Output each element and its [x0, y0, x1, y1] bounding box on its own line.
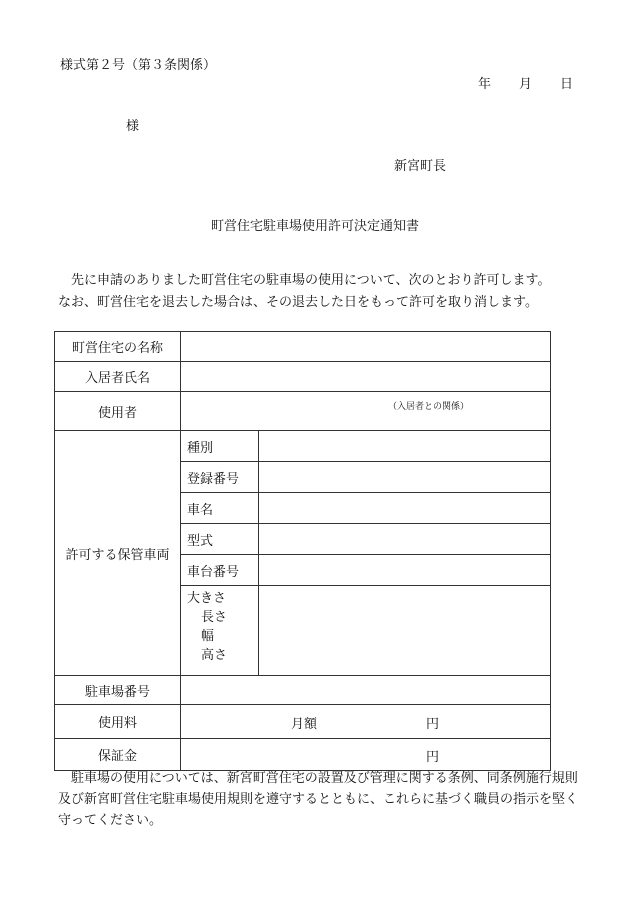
resident-name-label: 入居者氏名: [55, 362, 181, 392]
document-title: 町営住宅駐車場使用許可決定通知書: [210, 219, 419, 234]
deposit-field[interactable]: [181, 739, 551, 771]
fee-monthly-label: 月額: [291, 717, 318, 732]
model-label: 型式: [181, 524, 259, 555]
date-day: 日: [560, 77, 574, 92]
intro-text: [58, 270, 550, 314]
size-label: 大きさ: [187, 591, 227, 606]
size-labels: [181, 586, 259, 676]
vehicle-label: 許可する保管車両: [55, 431, 181, 676]
car-name-field[interactable]: [259, 493, 551, 524]
relation-note: （入居者との関係）: [387, 401, 469, 412]
fee-label: 使用料: [55, 705, 181, 739]
model-field[interactable]: [259, 524, 551, 555]
parking-number-label: 駐車場番号: [55, 676, 181, 705]
fee-yen-label: 円: [426, 717, 440, 732]
deposit-yen-label: 円: [426, 750, 440, 765]
size-field[interactable]: [259, 586, 551, 676]
issuer: 新宮町長: [394, 159, 447, 174]
vehicle-type-label: 種別: [181, 431, 259, 462]
resident-name-field[interactable]: [181, 362, 551, 392]
registration-field[interactable]: [259, 462, 551, 493]
closing-text: [58, 768, 578, 831]
length-label: 長さ: [201, 610, 228, 625]
fee-field[interactable]: [181, 705, 551, 739]
housing-name-field[interactable]: [181, 332, 551, 362]
parking-number-field[interactable]: [181, 676, 551, 705]
permit-table: [54, 331, 551, 771]
user-field[interactable]: [181, 392, 551, 431]
intro-line-2: なお、町営住宅を退去した場合は、その退去した日をもって許可を取り消します。: [58, 295, 538, 310]
date-year: 年: [478, 77, 492, 92]
form-number: 様式第２号（第３条関係）: [60, 58, 217, 73]
housing-name-label: 町営住宅の名称: [55, 332, 181, 362]
date-line: [478, 73, 573, 92]
chassis-field[interactable]: [259, 555, 551, 586]
car-name-label: 車名: [181, 493, 259, 524]
deposit-label: 保証金: [55, 739, 181, 771]
width-label: 幅: [201, 629, 215, 644]
height-label: 高さ: [201, 648, 228, 663]
chassis-label: 車台番号: [181, 555, 259, 586]
addressee: 様: [126, 119, 140, 134]
closing-paragraph: 駐車場の使用については、新宮町営住宅の設置及び管理に関する条例、同条例施行規則及び新宮町営住宅駐車場使用規則を遵守するとともに、これらに基づく職員の指示を堅く守ってください。: [58, 771, 579, 828]
vehicle-type-field[interactable]: [259, 431, 551, 462]
intro-line-1: 先に申請のありました町営住宅の駐車場の使用について、次のとおり許可します。: [71, 273, 551, 288]
date-month: 月: [519, 77, 533, 92]
user-label: 使用者: [55, 392, 181, 431]
registration-label: 登録番号: [181, 462, 259, 493]
